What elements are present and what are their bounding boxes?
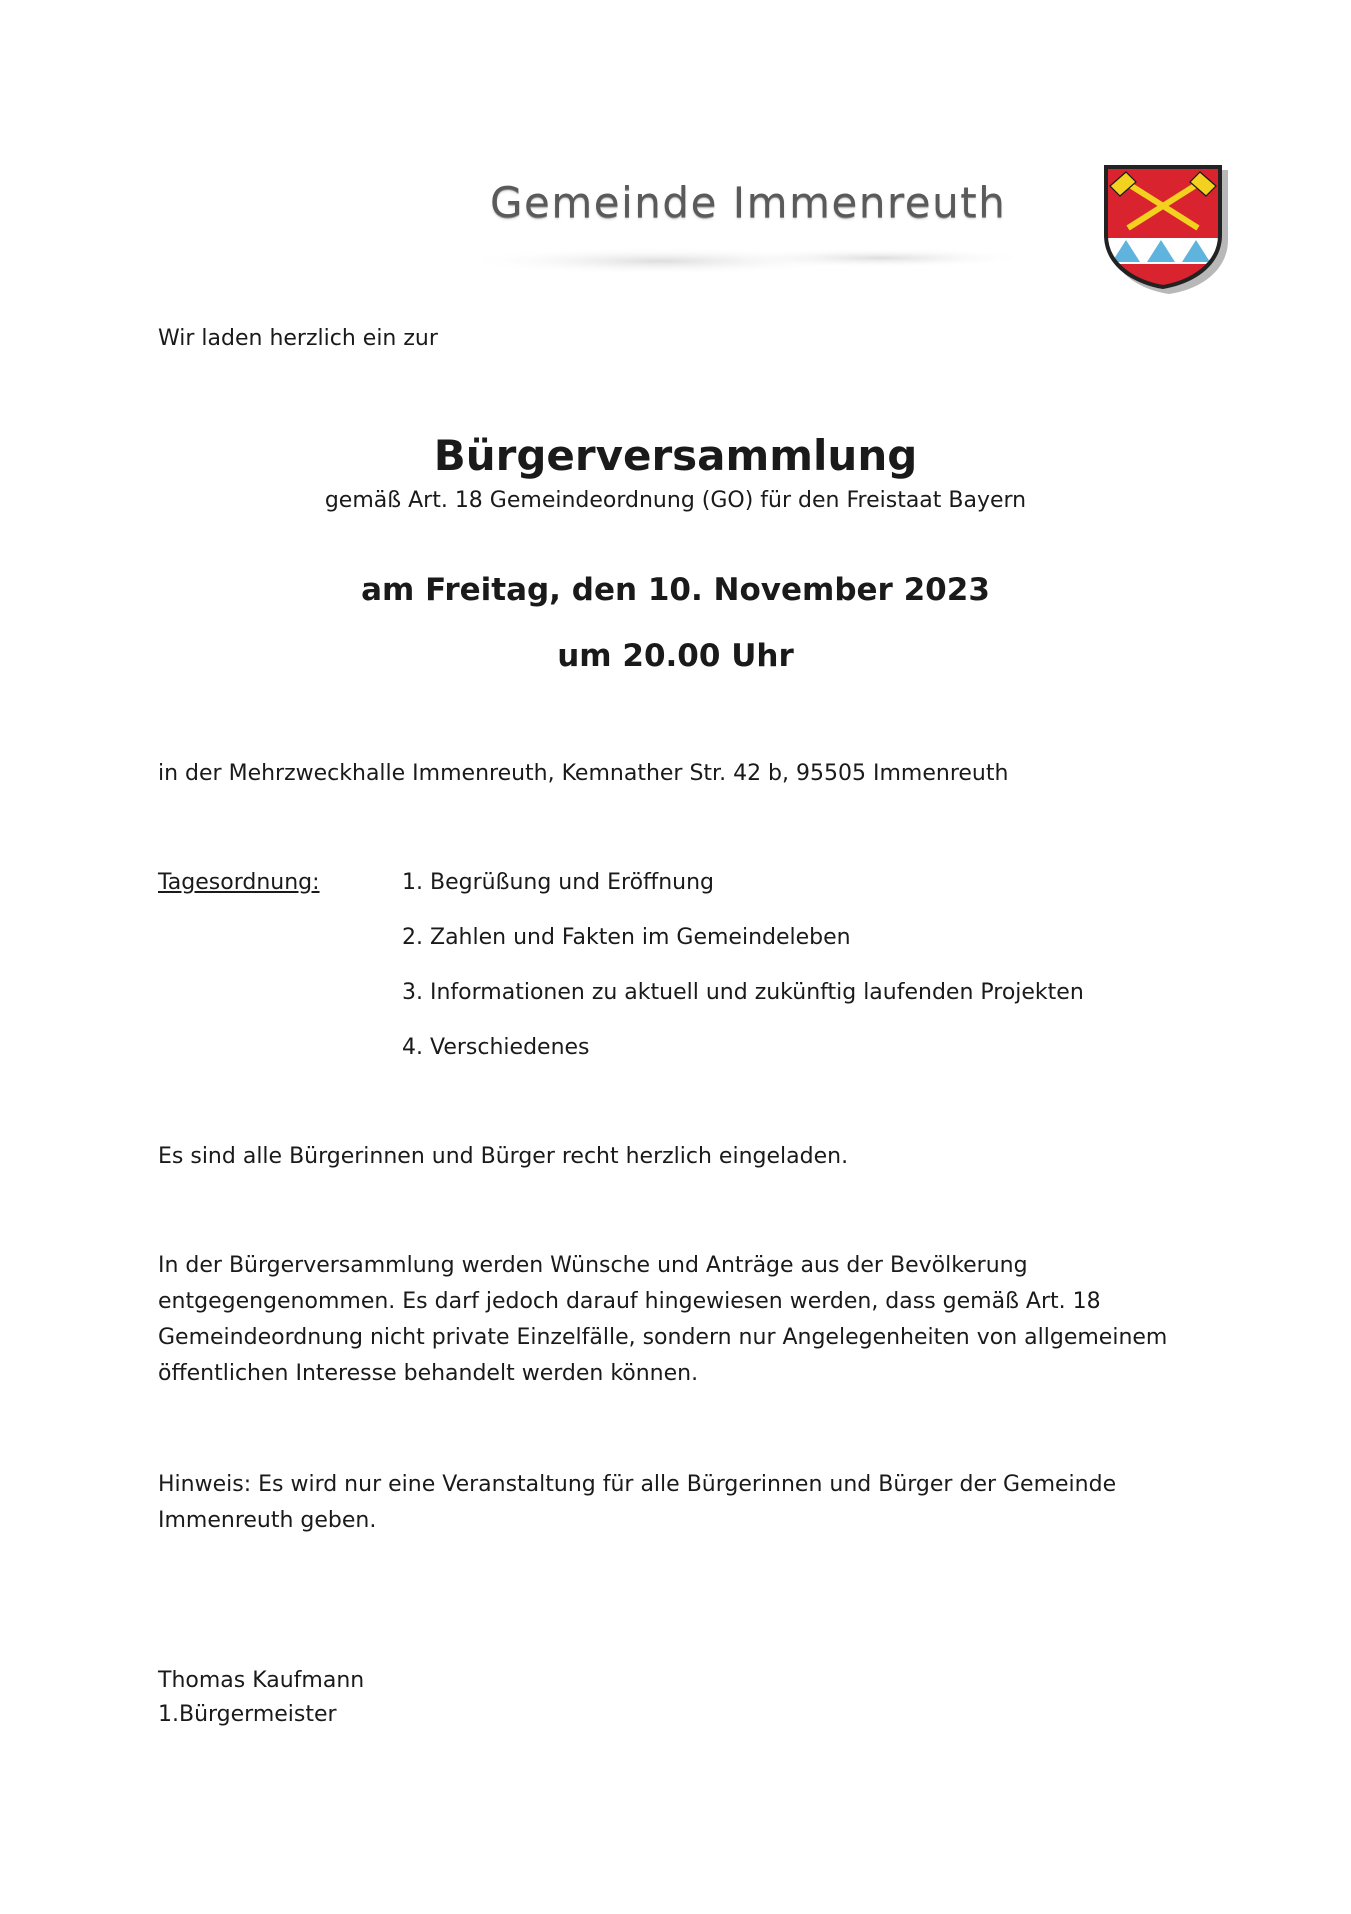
agenda-label: Tagesordnung:: [158, 870, 320, 895]
agenda-item: [402, 865, 1084, 901]
invitation-text: Es sind alle Bürgerinnen und Bürger recht herzlich eingeladen.: [158, 1144, 849, 1169]
signature-block: [158, 1664, 364, 1732]
legal-basis-subtitle: gemäß Art. 18 Gemeindeordnung (GO) für den Freistaat Bayern: [324, 488, 1027, 513]
wordmark-shadow-swoosh: [460, 236, 1040, 286]
agenda-item: [402, 975, 1084, 1011]
agenda-item-text: Begrüßung und Eröffnung: [430, 870, 715, 895]
agenda-item-number: 4.: [402, 1035, 423, 1060]
paragraph-line: entgegengenommen. Es darf jedoch darauf hingewiesen werden, dass gemäß Art. 18: [158, 1289, 1101, 1314]
agenda-item-number: 1.: [402, 870, 423, 895]
agenda-item: [402, 920, 1084, 956]
paragraph-line: Immenreuth geben.: [158, 1508, 377, 1533]
note-paragraph: [158, 1467, 1198, 1539]
event-date: am Freitag, den 10. November 2023: [361, 572, 990, 608]
info-paragraph: [158, 1248, 1198, 1392]
paragraph-line: Hinweis: Es wird nur eine Veranstaltung für alle Bürgerinnen und Bürger der Gemeinde: [158, 1472, 1117, 1497]
intro-text: Wir laden herzlich ein zur: [158, 326, 438, 351]
agenda-item-number: 2.: [402, 925, 423, 950]
municipality-wordmark: Gemeinde Immenreuth: [490, 178, 1007, 227]
coat-of-arms-icon: [1100, 162, 1232, 296]
page-title: Bürgerversammlung: [433, 431, 918, 480]
paragraph-line: Gemeindeordnung nicht private Einzelfälle, sondern nur Angelegenheiten von allgemeinem: [158, 1325, 1168, 1350]
agenda-item-number: 3.: [402, 980, 423, 1005]
paragraph-line: öffentlichen Interesse behandelt werden können.: [158, 1361, 699, 1386]
signatory-name: Thomas Kaufmann: [158, 1668, 365, 1693]
agenda-item-text: Zahlen und Fakten im Gemeindeleben: [430, 925, 851, 950]
agenda-item-text: Informationen zu aktuell und zukünftig laufenden Projekten: [430, 980, 1084, 1005]
agenda-item-text: Verschiedenes: [430, 1035, 590, 1060]
event-location: in der Mehrzweckhalle Immenreuth, Kemnather Str. 42 b, 95505 Immenreuth: [158, 761, 1009, 786]
paragraph-line: In der Bürgerversammlung werden Wünsche und Anträge aus der Bevölkerung: [158, 1253, 1028, 1278]
agenda-list: [402, 865, 1084, 1085]
agenda-item: [402, 1030, 1084, 1066]
event-time: um 20.00 Uhr: [557, 638, 794, 674]
signatory-role: 1.Bürgermeister: [158, 1702, 337, 1727]
